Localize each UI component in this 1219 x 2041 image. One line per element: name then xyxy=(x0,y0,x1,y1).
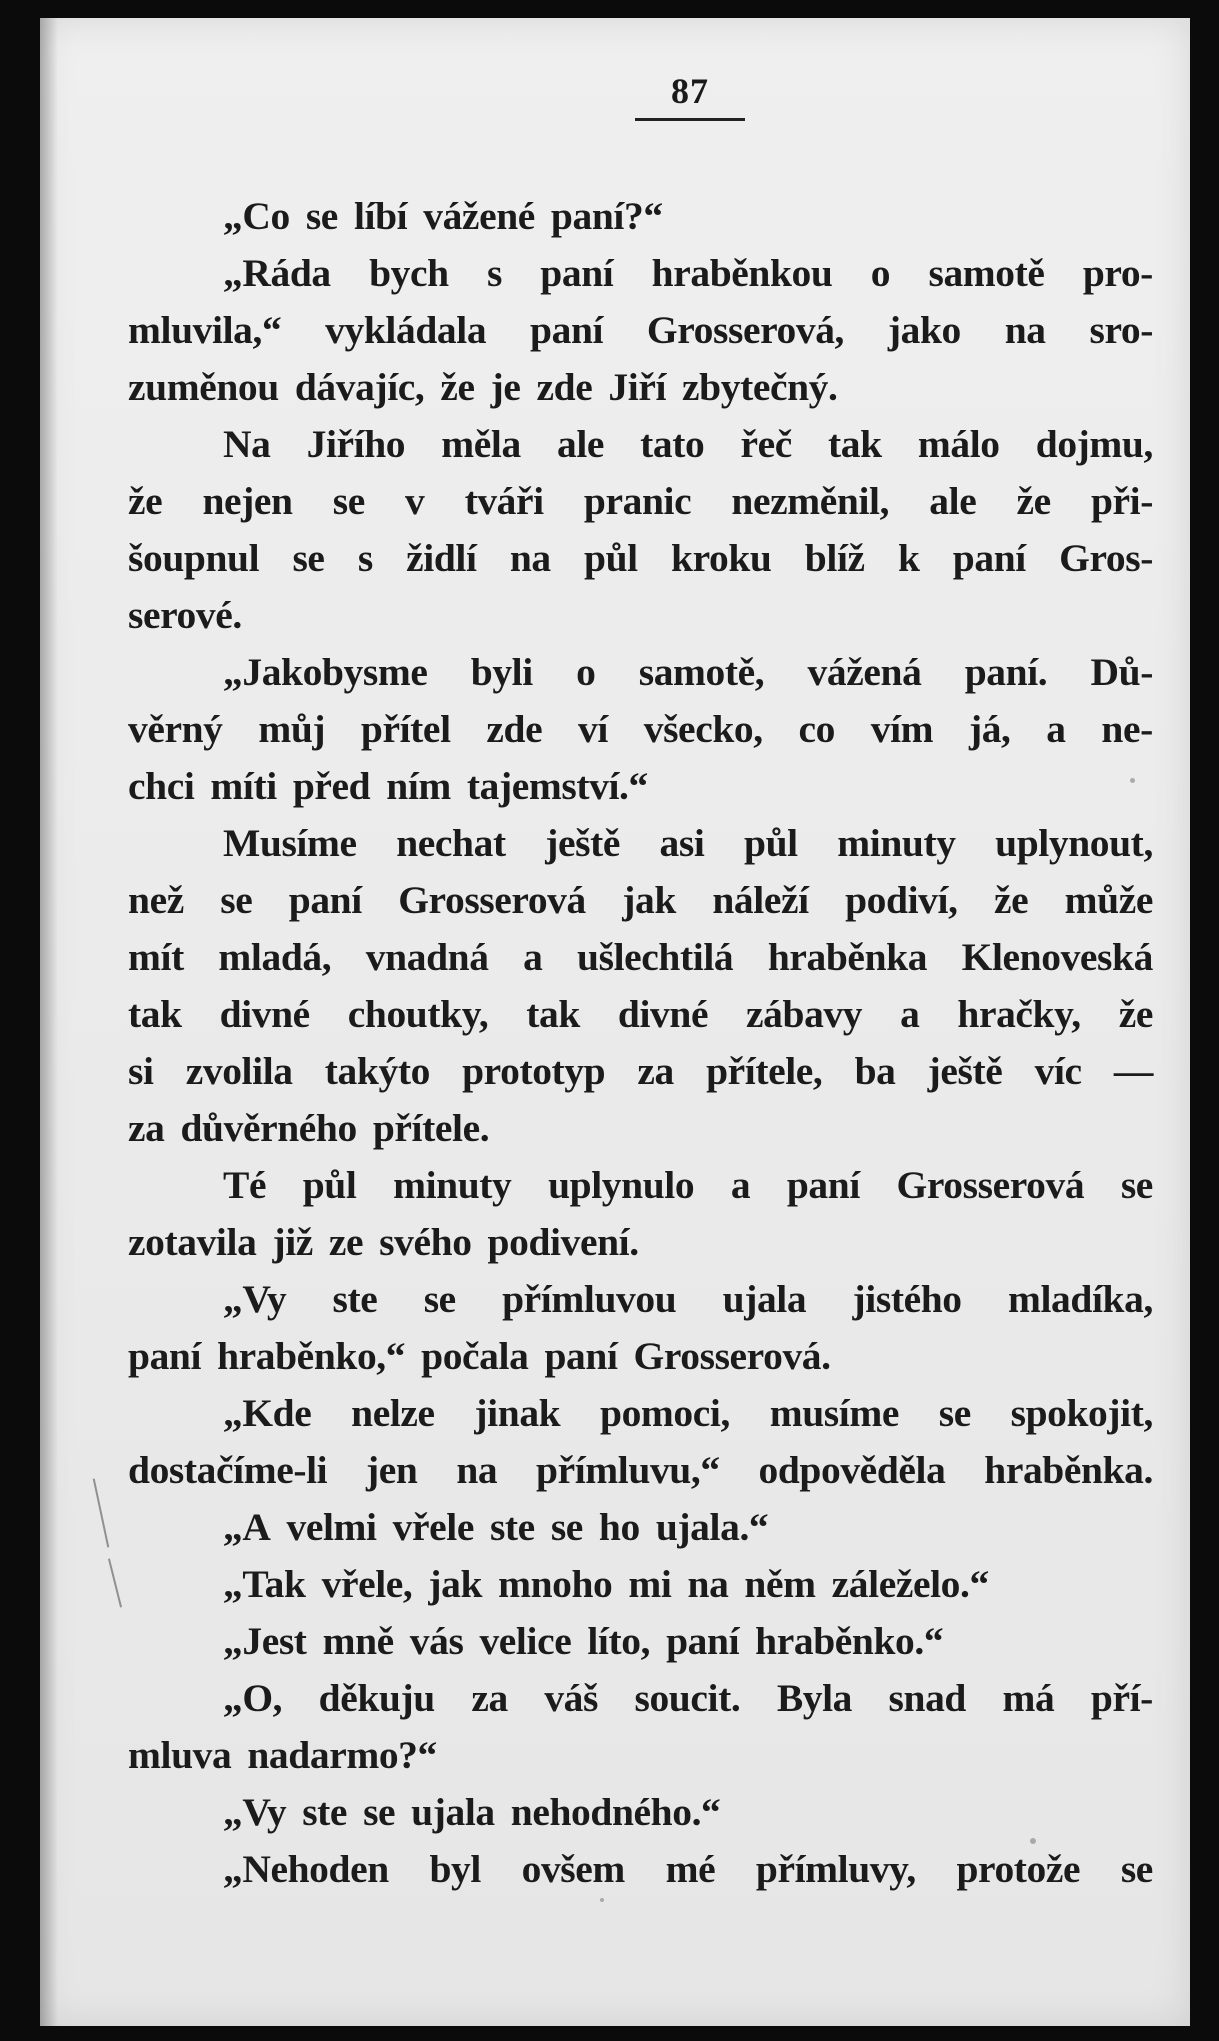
word: „Kde xyxy=(223,1391,312,1435)
word: na xyxy=(687,1562,729,1606)
word: půl xyxy=(302,1163,357,1207)
word: si xyxy=(128,1049,154,1093)
word: zbytečný. xyxy=(682,365,838,409)
word: hraběnka. xyxy=(984,1448,1153,1492)
word: „Tak xyxy=(223,1562,306,1606)
word: zuměnou xyxy=(128,365,279,409)
word: málo xyxy=(917,422,1000,466)
word: ujala.“ xyxy=(655,1505,769,1549)
word: ste xyxy=(302,1790,348,1834)
word: Musíme xyxy=(223,821,357,865)
word: asi xyxy=(659,821,705,865)
word: prototyp xyxy=(462,1049,606,1093)
text-line xyxy=(128,1727,1153,1784)
word: musíme xyxy=(769,1391,899,1435)
word: odpověděla xyxy=(758,1448,946,1492)
word: ovšem xyxy=(521,1847,625,1891)
word: „Jest xyxy=(223,1619,307,1663)
word: náleží xyxy=(712,878,809,922)
text-line xyxy=(128,1214,1153,1271)
text-line xyxy=(128,587,1153,644)
word: vykládala xyxy=(325,308,487,352)
word: ze xyxy=(328,1220,364,1264)
word: na xyxy=(1004,308,1046,352)
word: Dů- xyxy=(1090,650,1153,694)
page-number: 87 xyxy=(671,71,709,111)
word: se xyxy=(220,878,253,922)
word: šoupnul xyxy=(128,536,260,580)
word: zábavy xyxy=(746,992,863,1036)
word: byli xyxy=(470,650,533,694)
word: věrný xyxy=(128,707,223,751)
word: a xyxy=(1046,707,1066,751)
word: ujala xyxy=(722,1277,807,1321)
word: že xyxy=(1118,992,1153,1036)
text-line xyxy=(128,1157,1153,1214)
word: s xyxy=(487,251,502,295)
word: paní xyxy=(530,308,604,352)
word: Na xyxy=(223,422,271,466)
word: „Vy xyxy=(223,1277,287,1321)
word: zotavila xyxy=(128,1220,257,1264)
word: mně xyxy=(322,1619,394,1663)
word: že xyxy=(1016,479,1051,523)
word: nezměnil, xyxy=(731,479,890,523)
text-line xyxy=(128,1442,1153,1499)
word: Gros- xyxy=(1059,536,1153,580)
text-line xyxy=(128,929,1153,986)
word: jen xyxy=(366,1448,418,1492)
scan-speck xyxy=(1030,1838,1036,1844)
word: mnoho xyxy=(498,1562,613,1606)
word: měla xyxy=(441,422,521,466)
word: ním xyxy=(386,764,451,808)
word: „Nehoden xyxy=(223,1847,389,1891)
word: paní xyxy=(288,878,362,922)
margin-mark xyxy=(108,1559,122,1608)
word: nechat xyxy=(396,821,506,865)
word: paní xyxy=(544,1334,618,1378)
word: židlí xyxy=(406,536,477,580)
word: záleželo.“ xyxy=(831,1562,989,1606)
word: ne- xyxy=(1101,707,1153,751)
word: protože xyxy=(956,1847,1081,1891)
text-line xyxy=(128,986,1153,1043)
word: „A xyxy=(223,1505,271,1549)
word: ujala xyxy=(411,1790,495,1834)
text-line xyxy=(128,245,1153,302)
word: paní xyxy=(128,1334,202,1378)
word: minuty xyxy=(837,821,956,865)
word: pomoci, xyxy=(600,1391,730,1435)
word: můj xyxy=(258,707,326,751)
word: pří- xyxy=(1090,1676,1153,1720)
word: děkuju xyxy=(318,1676,435,1720)
word: se xyxy=(292,536,325,580)
word: svého xyxy=(379,1220,472,1264)
word: tak xyxy=(526,992,580,1036)
word: divné xyxy=(219,992,310,1036)
word: blíž xyxy=(804,536,865,580)
word: ste xyxy=(332,1277,378,1321)
text-line xyxy=(128,1043,1153,1100)
word: vřele, xyxy=(321,1562,413,1606)
scan-speck xyxy=(1130,778,1135,783)
header-rule xyxy=(635,118,745,121)
word: již xyxy=(272,1220,313,1264)
word: všecko, xyxy=(643,707,763,751)
word: s xyxy=(357,536,373,580)
word: Grosserová. xyxy=(633,1334,831,1378)
word: líbí xyxy=(353,194,408,238)
word: před xyxy=(292,764,371,808)
word: něm xyxy=(744,1562,816,1606)
word: hraběnko.“ xyxy=(755,1619,944,1663)
word: kroku xyxy=(671,536,772,580)
word: se xyxy=(938,1391,971,1435)
text-line xyxy=(128,1556,1153,1613)
word: ví xyxy=(578,707,608,751)
text-line xyxy=(128,416,1153,473)
word: mladíka, xyxy=(1007,1277,1153,1321)
word: zde xyxy=(536,365,593,409)
text-line xyxy=(128,758,1153,815)
word: dostačíme-li xyxy=(128,1448,328,1492)
word: Té xyxy=(223,1163,267,1207)
word: zde xyxy=(486,707,543,751)
word: na xyxy=(456,1448,498,1492)
word: uplynout, xyxy=(995,821,1153,865)
word: při- xyxy=(1090,479,1153,523)
word: vnadná xyxy=(365,935,489,979)
word: o xyxy=(576,650,596,694)
word: „O, xyxy=(223,1676,283,1720)
word: a xyxy=(730,1163,751,1207)
word: paní. xyxy=(964,650,1048,694)
word: dojmu, xyxy=(1035,422,1153,466)
word: že xyxy=(128,479,163,523)
text-line xyxy=(128,1784,1153,1841)
word: samotě xyxy=(928,251,1045,295)
word: — xyxy=(1113,1049,1153,1093)
word: uplynulo xyxy=(548,1163,695,1207)
text-line xyxy=(128,1271,1153,1328)
word: Jiří xyxy=(608,365,667,409)
word: za xyxy=(471,1676,508,1720)
word: divné xyxy=(617,992,709,1036)
word: přítele, xyxy=(706,1049,823,1093)
text-line xyxy=(128,530,1153,587)
word: řeč xyxy=(740,422,792,466)
word: vážené xyxy=(423,194,535,238)
word: ba xyxy=(854,1049,896,1093)
word: jak xyxy=(622,878,676,922)
text-line xyxy=(128,188,1153,245)
word: ho xyxy=(598,1505,640,1549)
word: paní xyxy=(540,251,614,295)
body-text xyxy=(128,188,1153,1898)
word: víc xyxy=(1034,1049,1082,1093)
word: vím xyxy=(870,707,934,751)
scan-speck xyxy=(600,1898,604,1902)
word: paní xyxy=(666,1619,740,1663)
word: hraběnkou xyxy=(651,251,833,295)
word: ještě xyxy=(927,1049,1003,1093)
word: jako xyxy=(887,308,961,352)
text-line xyxy=(128,1499,1153,1556)
text-line xyxy=(128,302,1153,359)
word: „Co xyxy=(223,194,290,238)
word: spokojit, xyxy=(1010,1391,1153,1435)
word: mluva xyxy=(128,1733,232,1777)
word: půl xyxy=(744,821,798,865)
word: serové. xyxy=(128,593,242,637)
word: jinak xyxy=(474,1391,561,1435)
word: počala xyxy=(421,1334,529,1378)
word: tváři xyxy=(464,479,544,523)
word: že xyxy=(993,878,1029,922)
word: „Jakobysme xyxy=(223,650,428,694)
text-line xyxy=(128,815,1153,872)
word: velmi xyxy=(286,1505,377,1549)
text-line xyxy=(128,473,1153,530)
word: ste xyxy=(489,1505,535,1549)
word: sro- xyxy=(1089,308,1153,352)
word: ale xyxy=(556,422,605,466)
word: přítel xyxy=(360,707,451,751)
word: tajemství.“ xyxy=(466,764,648,808)
word: mé xyxy=(665,1847,716,1891)
word: zvolila xyxy=(185,1049,293,1093)
word: mít xyxy=(128,935,184,979)
word: přítele. xyxy=(372,1106,490,1150)
word: tak xyxy=(828,422,882,466)
word: soucit. xyxy=(634,1676,741,1720)
word: na xyxy=(509,536,551,580)
word: váš xyxy=(544,1676,598,1720)
word: a xyxy=(523,935,543,979)
text-line xyxy=(128,644,1153,701)
word: přímluvu,“ xyxy=(536,1448,720,1492)
word: Byla xyxy=(776,1676,853,1720)
word: vážená xyxy=(807,650,922,694)
word: líto, xyxy=(587,1619,651,1663)
word: „Vy xyxy=(223,1790,287,1834)
word: „Ráda xyxy=(223,251,331,295)
word: přímluvy, xyxy=(755,1847,916,1891)
margin-mark xyxy=(93,1479,110,1548)
word: se xyxy=(550,1505,583,1549)
word: samotě, xyxy=(638,650,765,694)
word: velice xyxy=(479,1619,572,1663)
text-line xyxy=(128,1670,1153,1727)
word: pranic xyxy=(583,479,692,523)
word: vás xyxy=(409,1619,464,1663)
word: za xyxy=(128,1106,165,1150)
word: se xyxy=(363,1790,396,1834)
word: tato xyxy=(640,422,705,466)
word: důvěrného xyxy=(180,1106,357,1150)
word: Grosserová xyxy=(896,1163,1085,1207)
word: nelze xyxy=(351,1391,435,1435)
word: nehodného.“ xyxy=(510,1790,721,1834)
word: mluvila,“ xyxy=(128,308,282,352)
word: takýto xyxy=(324,1049,430,1093)
text-line xyxy=(128,1385,1153,1442)
word: tak xyxy=(128,992,182,1036)
page-header xyxy=(610,70,770,121)
word: za xyxy=(637,1049,674,1093)
word: půl xyxy=(584,536,638,580)
word: nadarmo?“ xyxy=(247,1733,437,1777)
word: pro- xyxy=(1082,251,1153,295)
word: jistého xyxy=(852,1277,962,1321)
word: hraběnka xyxy=(767,935,928,979)
word: přímluvou xyxy=(502,1277,677,1321)
word: se xyxy=(423,1277,456,1321)
word: Jiřího xyxy=(306,422,406,466)
text-line xyxy=(128,701,1153,758)
text-line xyxy=(128,872,1153,929)
word: hraběnko,“ xyxy=(217,1334,406,1378)
word: má xyxy=(1002,1676,1055,1720)
text-line xyxy=(128,1100,1153,1157)
word: podiví, xyxy=(845,878,958,922)
word: že xyxy=(440,365,475,409)
word: než xyxy=(128,878,184,922)
word: já, xyxy=(968,707,1011,751)
word: paní?“ xyxy=(550,194,663,238)
word: dávajíc, xyxy=(294,365,425,409)
word: se xyxy=(305,194,338,238)
word: je xyxy=(490,365,521,409)
word: o xyxy=(870,251,891,295)
word: a xyxy=(900,992,920,1036)
word: ještě xyxy=(545,821,620,865)
text-line xyxy=(128,1841,1153,1898)
word: může xyxy=(1064,878,1153,922)
word: byl xyxy=(429,1847,481,1891)
word: Grosserová, xyxy=(646,308,845,352)
word: mladá, xyxy=(218,935,332,979)
word: vřele xyxy=(392,1505,474,1549)
word: se xyxy=(332,479,365,523)
word: hračky, xyxy=(957,992,1081,1036)
word: choutky, xyxy=(347,992,489,1036)
word: paní xyxy=(786,1163,860,1207)
word: Klenoveská xyxy=(961,935,1153,979)
word: snad xyxy=(888,1676,967,1720)
word: ušlechtilá xyxy=(577,935,734,979)
word: se xyxy=(1120,1163,1153,1207)
word: bych xyxy=(369,251,449,295)
word: se xyxy=(1120,1847,1153,1891)
word: jak xyxy=(428,1562,483,1606)
word: co xyxy=(798,707,835,751)
word: Grosserová xyxy=(398,878,586,922)
word: v xyxy=(405,479,425,523)
book-page xyxy=(40,18,1190,2026)
word: chci xyxy=(128,764,195,808)
word: nejen xyxy=(202,479,293,523)
word: minuty xyxy=(393,1163,512,1207)
word: podivení. xyxy=(487,1220,639,1264)
word: míti xyxy=(210,764,277,808)
word: k xyxy=(897,536,920,580)
word: ale xyxy=(929,479,977,523)
text-line xyxy=(128,359,1153,416)
text-line xyxy=(128,1613,1153,1670)
text-line xyxy=(128,1328,1153,1385)
word: paní xyxy=(952,536,1026,580)
word: mi xyxy=(628,1562,672,1606)
